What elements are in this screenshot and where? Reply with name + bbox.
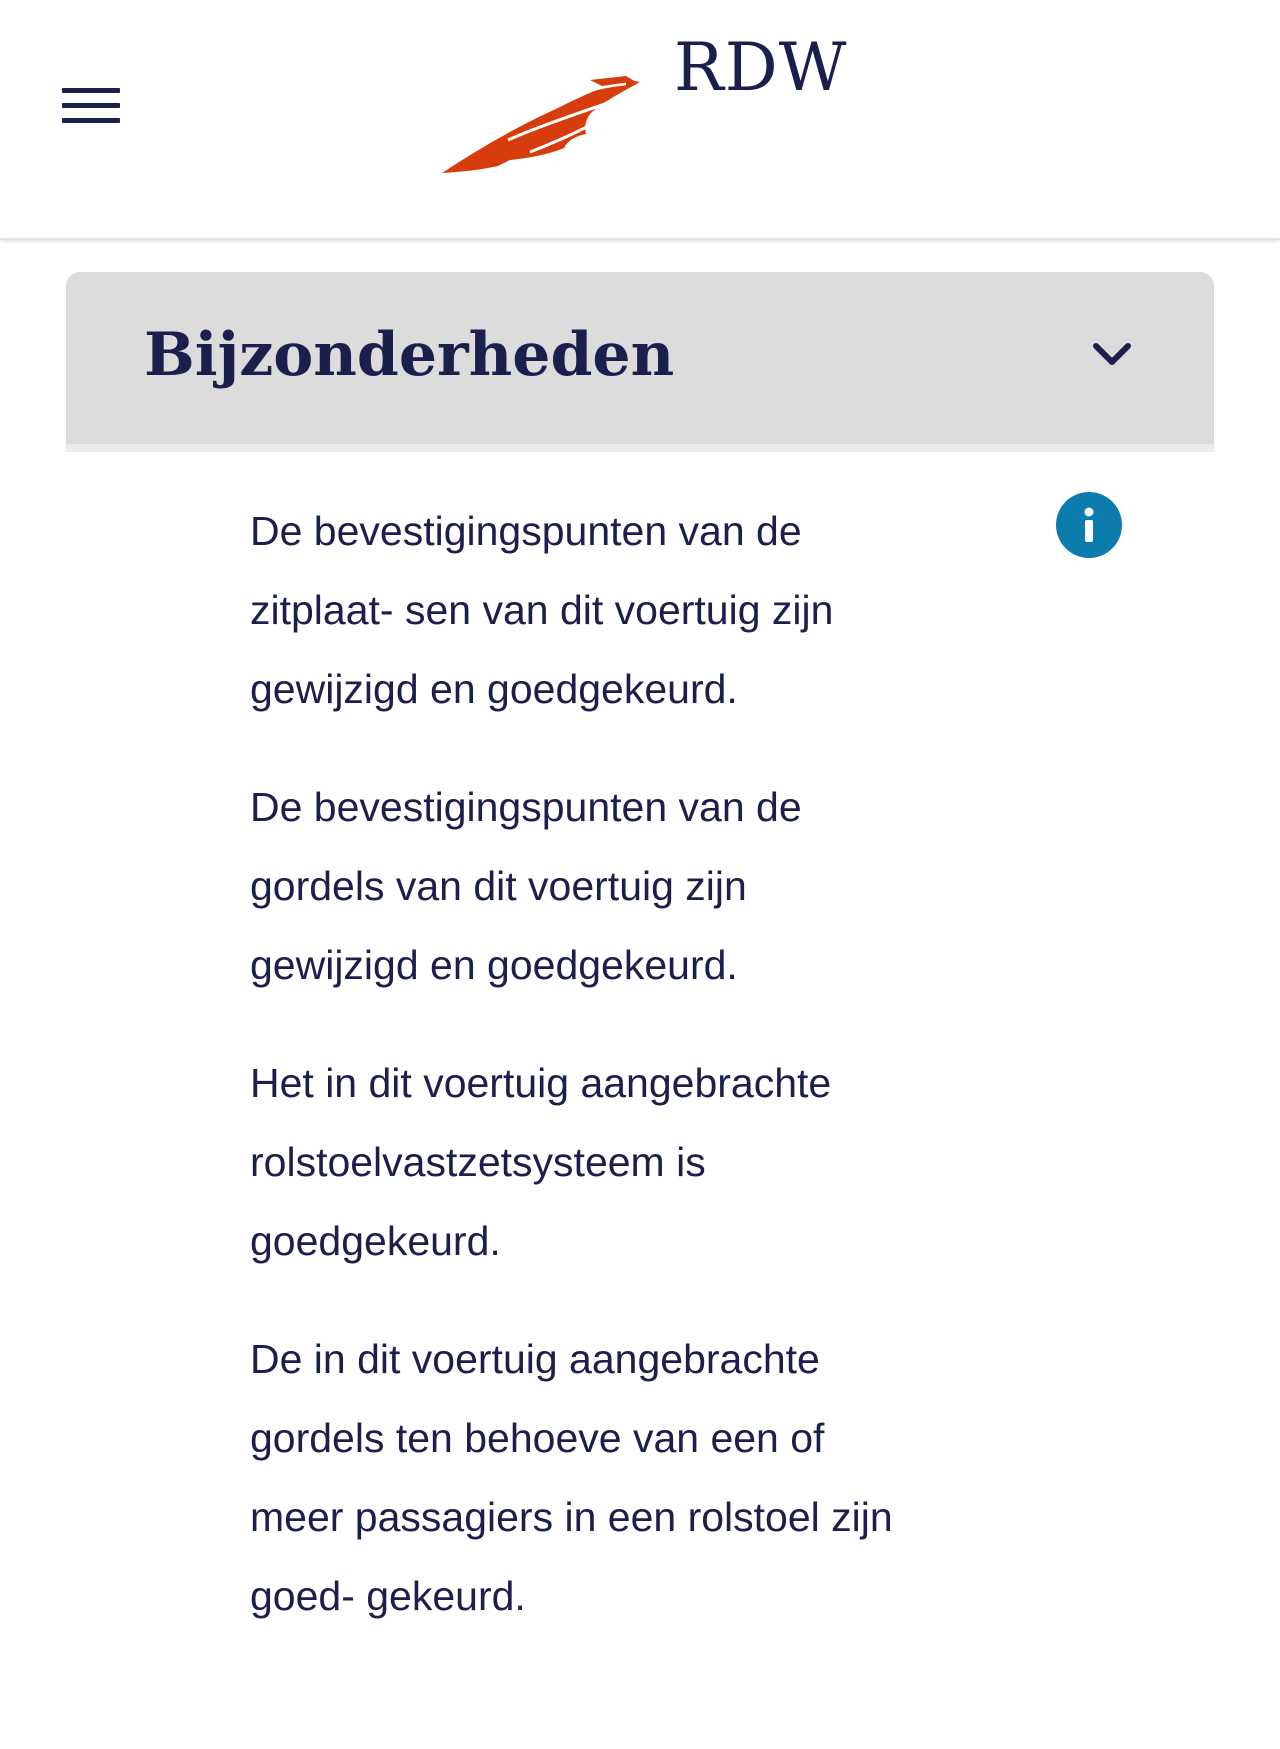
chevron-down-icon[interactable] (1088, 334, 1136, 374)
menu-bar-middle (62, 103, 120, 108)
remark-item (250, 1320, 1050, 1636)
remark-line: rolstoelvastzetsysteem is (250, 1139, 706, 1185)
remark-line: goedgekeurd. (250, 1218, 501, 1264)
accordion-toggle[interactable] (66, 272, 1214, 452)
remark-item (250, 768, 1050, 1005)
menu-bar-top (62, 88, 120, 93)
remark-line: gewijzigd en goedgekeurd. (250, 942, 738, 988)
remark-line: De bevestigingspunten van de (250, 784, 802, 830)
remark-item (250, 1044, 1050, 1281)
remark-line: De in dit voertuig aangebrachte (250, 1336, 820, 1382)
remark-line: Het in dit voertuig aangebrachte (250, 1060, 832, 1106)
remark-line: gordels van dit voertuig zijn (250, 863, 747, 909)
info-icon[interactable] (1056, 492, 1122, 558)
hamburger-menu-button[interactable] (56, 82, 126, 134)
details-accordion (66, 272, 1214, 1675)
remark-line: zitplaat- sen van dit voertuig zijn (250, 587, 834, 633)
remark-line: gordels ten behoeve van een of (250, 1415, 825, 1461)
remark-line: gewijzigd en goedgekeurd. (250, 666, 738, 712)
remark-line: goed- gekeurd. (250, 1573, 526, 1619)
brand-name[interactable]: RDW (674, 29, 848, 106)
accordion-title: Bijzonderheden (144, 320, 675, 390)
remark-item (250, 492, 1050, 729)
accordion-body (66, 452, 1214, 1636)
remarks-list (250, 492, 1050, 1636)
rdw-wing-logo-icon[interactable] (440, 70, 645, 175)
remark-line: De bevestigingspunten van de (250, 508, 802, 554)
menu-bar-bottom (62, 118, 120, 123)
remark-line: meer passagiers in een rolstoel zijn (250, 1494, 893, 1540)
site-header (0, 0, 1280, 239)
